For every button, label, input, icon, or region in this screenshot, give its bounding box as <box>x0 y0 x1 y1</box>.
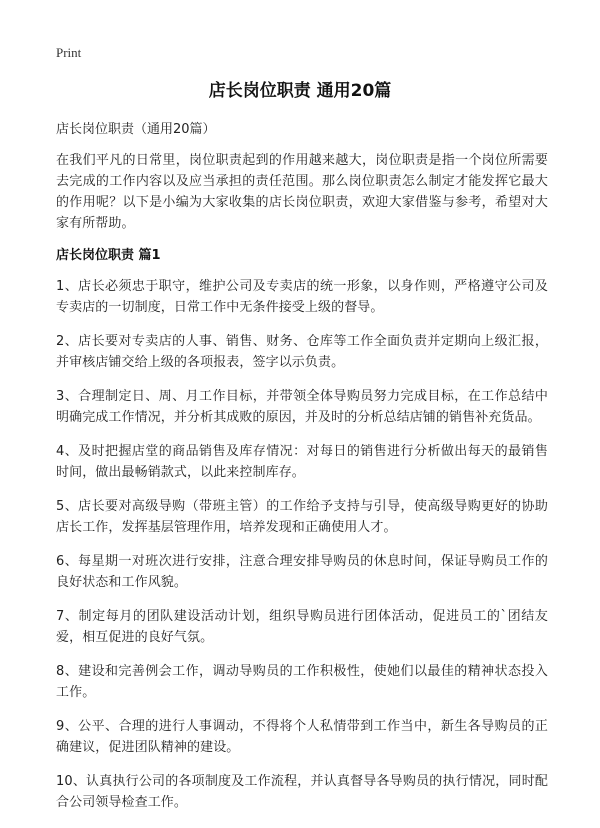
list-item: 6、每星期一对班次进行安排，注意合理安排导购员的休息时间，保证导购员工作的良好状态和工作风貌。 <box>56 554 548 590</box>
list-item: 1、店长必须忠于职守，维护公司及专卖店的统一形象，以身作则，严格遵守公司及专卖店的一切制度，日常工作中无条件接受上级的督导。 <box>56 279 548 315</box>
page-title: 店长岗位职责 通用20篇 <box>208 81 392 101</box>
document-body <box>56 150 548 826</box>
list-item: 10、认真执行公司的各项制度及工作流程，并认真督导各导购员的执行情况，同时配合公司领导检查工作。 <box>56 774 548 810</box>
list-item: 3、合理制定日、周、月工作目标，并带领全体导购员努力完成目标，在工作总结中明确完成工作情况，并分析其成败的原因，并及时的分析总结店铺的销售补充货品。 <box>56 389 548 425</box>
list-item: 2、店长要对专卖店的人事、销售、财务、仓库等工作全面负责并定期向上级汇报，并审核店铺交给上级的各项报表，签字以示负责。 <box>56 334 548 370</box>
intro-paragraph: 在我们平凡的日常里，岗位职责起到的作用越来越大，岗位职责是指一个岗位所需要去完成的工作内容以及应当承担的责任范围。那么岗位职责怎么制定才能发挥它最大的作用呢？以下是小编为大家收集的店长岗位职责，欢迎大家借鉴与参考，希望对大家有所帮助。 <box>56 153 548 231</box>
list-item: 7、制定每月的团队建设活动计划，组织导购员进行团体活动，促进员工的`团结友爱，相互促进的良好气氛。 <box>56 609 548 645</box>
list-item: 8、建设和完善例会工作，调动导购员的工作积极性，使她们以最佳的精神状态投入工作。 <box>56 664 548 700</box>
section-heading: 店长岗位职责 篇1 <box>56 248 161 263</box>
print-link[interactable]: Print <box>56 45 82 60</box>
list-item: 5、店长要对高级导购（带班主管）的工作给予支持与引导，使高级导购更好的协助店长工作，发挥基层管理作用，培养发现和正确使用人才。 <box>56 499 548 535</box>
list-item: 9、公平、合理的进行人事调动，不得将个人私情带到工作当中，新生各导购员的正确建议，促进团队精神的建设。 <box>56 719 548 755</box>
list-item: 4、及时把握店堂的商品销售及库存情况：对每日的销售进行分析做出每天的最销售时间，做出最畅销款式，以此来控制库存。 <box>56 444 548 480</box>
document-subtitle: 店长岗位职责（通用20篇） <box>56 122 216 137</box>
